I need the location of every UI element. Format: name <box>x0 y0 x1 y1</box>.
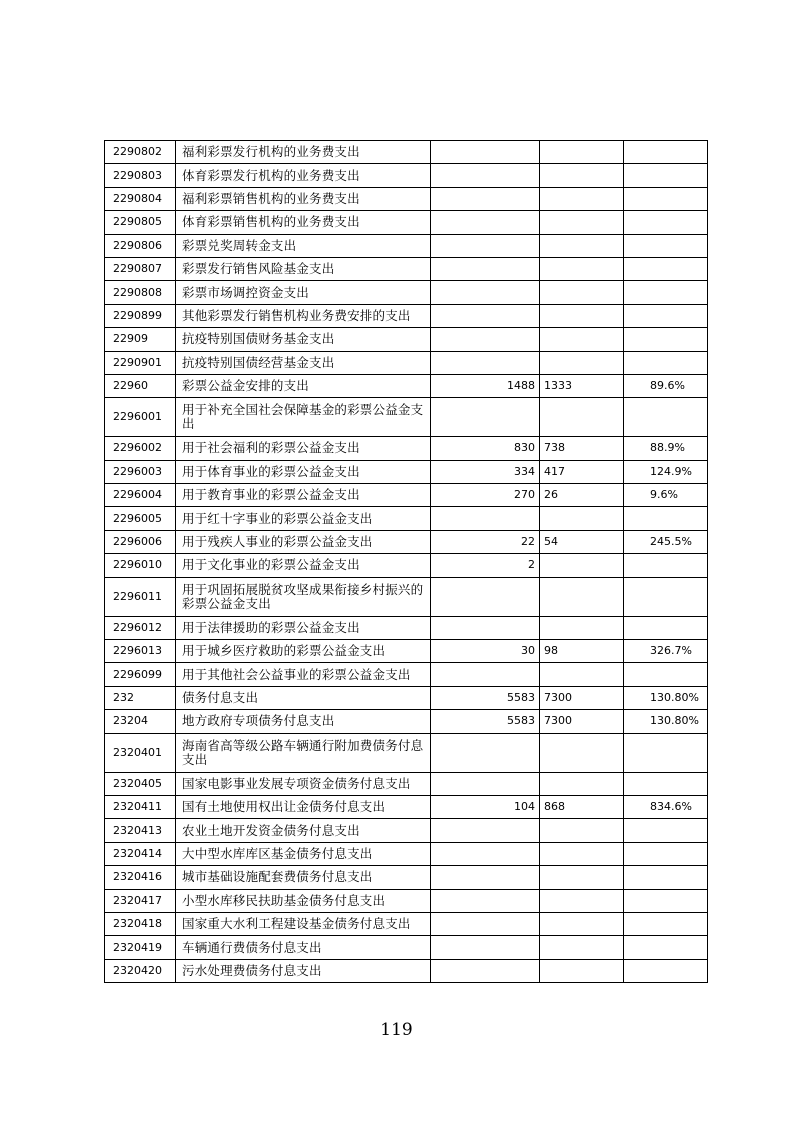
cell-name: 车辆通行费债务付息支出 <box>176 936 431 959</box>
cell-percent <box>624 842 708 865</box>
cell-code: 2296005 <box>105 507 176 530</box>
cell-code: 2290901 <box>105 351 176 374</box>
table-row <box>105 577 708 616</box>
cell-value-a: 30 <box>431 640 540 663</box>
cell-percent <box>624 889 708 912</box>
cell-value-b: 7300 <box>540 710 624 733</box>
cell-value-a <box>431 141 540 164</box>
cell-name: 用于巩固拓展脱贫攻坚成果衔接乡村振兴的彩票公益金支出 <box>176 577 431 616</box>
cell-name: 用于城乡医疗救助的彩票公益金支出 <box>176 640 431 663</box>
cell-value-a <box>431 912 540 935</box>
cell-percent <box>624 936 708 959</box>
cell-code: 2296010 <box>105 554 176 577</box>
cell-percent <box>624 164 708 187</box>
cell-code: 2320416 <box>105 866 176 889</box>
cell-percent: 88.9% <box>624 437 708 460</box>
cell-value-a <box>431 889 540 912</box>
table-row <box>105 866 708 889</box>
cell-name: 污水处理费债务付息支出 <box>176 959 431 982</box>
cell-value-a <box>431 328 540 351</box>
cell-value-b <box>540 842 624 865</box>
cell-value-b <box>540 866 624 889</box>
cell-percent <box>624 819 708 842</box>
cell-code: 2296011 <box>105 577 176 616</box>
cell-percent <box>624 351 708 374</box>
cell-value-b <box>540 912 624 935</box>
cell-percent <box>624 141 708 164</box>
cell-name: 用于教育事业的彩票公益金支出 <box>176 484 431 507</box>
cell-value-b <box>540 616 624 639</box>
cell-name: 用于其他社会公益事业的彩票公益金支出 <box>176 663 431 686</box>
table-row <box>105 530 708 553</box>
cell-name: 彩票发行销售风险基金支出 <box>176 257 431 280</box>
table-row <box>105 795 708 818</box>
cell-value-b <box>540 141 624 164</box>
cell-percent <box>624 554 708 577</box>
cell-percent <box>624 234 708 257</box>
cell-value-a <box>431 842 540 865</box>
table-row <box>105 710 708 733</box>
cell-value-a <box>431 398 540 437</box>
cell-value-a: 5583 <box>431 710 540 733</box>
cell-percent: 834.6% <box>624 795 708 818</box>
cell-code: 2320420 <box>105 959 176 982</box>
cell-value-b <box>540 819 624 842</box>
cell-code: 2320414 <box>105 842 176 865</box>
cell-code: 2296002 <box>105 437 176 460</box>
cell-value-b <box>540 164 624 187</box>
table-row <box>105 686 708 709</box>
cell-percent <box>624 304 708 327</box>
cell-code: 2320405 <box>105 772 176 795</box>
budget-table <box>104 140 708 983</box>
table-row <box>105 842 708 865</box>
cell-name: 用于残疾人事业的彩票公益金支出 <box>176 530 431 553</box>
table-row <box>105 234 708 257</box>
cell-value-a <box>431 936 540 959</box>
cell-code: 2290808 <box>105 281 176 304</box>
cell-percent: 245.5% <box>624 530 708 553</box>
cell-value-b: 738 <box>540 437 624 460</box>
table-row <box>105 663 708 686</box>
table-row <box>105 912 708 935</box>
cell-code: 2296099 <box>105 663 176 686</box>
table-row <box>105 460 708 483</box>
cell-value-b: 26 <box>540 484 624 507</box>
cell-name: 农业土地开发资金债务付息支出 <box>176 819 431 842</box>
cell-value-b <box>540 889 624 912</box>
table-row <box>105 328 708 351</box>
cell-name: 城市基础设施配套费债务付息支出 <box>176 866 431 889</box>
cell-code: 2290806 <box>105 234 176 257</box>
cell-percent <box>624 577 708 616</box>
cell-value-b: 1333 <box>540 374 624 397</box>
cell-percent <box>624 663 708 686</box>
table-row <box>105 640 708 663</box>
cell-value-a <box>431 211 540 234</box>
cell-percent: 9.6% <box>624 484 708 507</box>
cell-code: 2296013 <box>105 640 176 663</box>
cell-value-b <box>540 398 624 437</box>
cell-code: 2320401 <box>105 733 176 772</box>
cell-code: 2320417 <box>105 889 176 912</box>
cell-value-a <box>431 304 540 327</box>
cell-value-b <box>540 936 624 959</box>
cell-name: 用于文化事业的彩票公益金支出 <box>176 554 431 577</box>
cell-name: 用于法律援助的彩票公益金支出 <box>176 616 431 639</box>
cell-code: 2296004 <box>105 484 176 507</box>
cell-code: 2290803 <box>105 164 176 187</box>
cell-name: 小型水库移民扶助基金债务付息支出 <box>176 889 431 912</box>
cell-value-a: 334 <box>431 460 540 483</box>
cell-code: 22909 <box>105 328 176 351</box>
table-row <box>105 819 708 842</box>
cell-code: 2290899 <box>105 304 176 327</box>
cell-name: 其他彩票发行销售机构业务费安排的支出 <box>176 304 431 327</box>
cell-name: 彩票兑奖周转金支出 <box>176 234 431 257</box>
cell-value-a <box>431 772 540 795</box>
table-row <box>105 616 708 639</box>
cell-value-b <box>540 772 624 795</box>
cell-value-a: 22 <box>431 530 540 553</box>
cell-value-b: 98 <box>540 640 624 663</box>
cell-code: 2296006 <box>105 530 176 553</box>
cell-value-b <box>540 577 624 616</box>
cell-percent <box>624 507 708 530</box>
cell-name: 彩票市场调控资金支出 <box>176 281 431 304</box>
table-row <box>105 304 708 327</box>
cell-value-b <box>540 328 624 351</box>
cell-value-a <box>431 234 540 257</box>
table-row <box>105 936 708 959</box>
cell-percent <box>624 328 708 351</box>
table-row <box>105 257 708 280</box>
cell-value-a <box>431 819 540 842</box>
cell-value-a <box>431 281 540 304</box>
cell-name: 抗疫特别国债经营基金支出 <box>176 351 431 374</box>
cell-value-a <box>431 616 540 639</box>
cell-code: 2320418 <box>105 912 176 935</box>
table-row <box>105 164 708 187</box>
cell-name: 债务付息支出 <box>176 686 431 709</box>
cell-code: 2296012 <box>105 616 176 639</box>
cell-name: 抗疫特别国债财务基金支出 <box>176 328 431 351</box>
cell-name: 国有土地使用权出让金债务付息支出 <box>176 795 431 818</box>
cell-value-b: 417 <box>540 460 624 483</box>
cell-value-b: 54 <box>540 530 624 553</box>
table-row <box>105 141 708 164</box>
cell-value-b <box>540 304 624 327</box>
cell-name: 地方政府专项债务付息支出 <box>176 710 431 733</box>
cell-percent: 130.80% <box>624 686 708 709</box>
table-row <box>105 733 708 772</box>
table-body <box>105 141 708 983</box>
cell-value-b <box>540 211 624 234</box>
table-row <box>105 772 708 795</box>
cell-percent <box>624 616 708 639</box>
table-row <box>105 211 708 234</box>
table-row <box>105 351 708 374</box>
cell-value-a: 2 <box>431 554 540 577</box>
table-row <box>105 281 708 304</box>
cell-percent <box>624 733 708 772</box>
page-number: 119 <box>380 1020 413 1040</box>
cell-code: 2320419 <box>105 936 176 959</box>
cell-code: 23204 <box>105 710 176 733</box>
cell-value-a <box>431 351 540 374</box>
cell-percent <box>624 959 708 982</box>
cell-name: 用于社会福利的彩票公益金支出 <box>176 437 431 460</box>
cell-name: 大中型水库库区基金债务付息支出 <box>176 842 431 865</box>
cell-value-b <box>540 351 624 374</box>
cell-name: 体育彩票销售机构的业务费支出 <box>176 211 431 234</box>
cell-code: 232 <box>105 686 176 709</box>
cell-value-b <box>540 281 624 304</box>
cell-percent <box>624 257 708 280</box>
table-row <box>105 507 708 530</box>
cell-percent <box>624 866 708 889</box>
cell-value-b <box>540 959 624 982</box>
cell-name: 用于红十字事业的彩票公益金支出 <box>176 507 431 530</box>
cell-code: 2290805 <box>105 211 176 234</box>
cell-value-b <box>540 187 624 210</box>
cell-name: 海南省高等级公路车辆通行附加费债务付息支出 <box>176 733 431 772</box>
cell-value-a <box>431 187 540 210</box>
cell-value-a <box>431 257 540 280</box>
cell-value-a <box>431 164 540 187</box>
table-row <box>105 484 708 507</box>
cell-code: 2320413 <box>105 819 176 842</box>
cell-value-a <box>431 663 540 686</box>
cell-percent <box>624 281 708 304</box>
cell-name: 福利彩票销售机构的业务费支出 <box>176 187 431 210</box>
cell-name: 彩票公益金安排的支出 <box>176 374 431 397</box>
table-row <box>105 959 708 982</box>
cell-value-a <box>431 733 540 772</box>
cell-name: 用于补充全国社会保障基金的彩票公益金支出 <box>176 398 431 437</box>
cell-percent <box>624 912 708 935</box>
cell-percent <box>624 211 708 234</box>
cell-code: 2290802 <box>105 141 176 164</box>
cell-value-b <box>540 507 624 530</box>
cell-value-a: 104 <box>431 795 540 818</box>
cell-value-b: 868 <box>540 795 624 818</box>
cell-value-a: 830 <box>431 437 540 460</box>
cell-percent <box>624 187 708 210</box>
cell-value-a: 5583 <box>431 686 540 709</box>
cell-value-a: 1488 <box>431 374 540 397</box>
cell-code: 2320411 <box>105 795 176 818</box>
table-row <box>105 554 708 577</box>
cell-percent: 326.7% <box>624 640 708 663</box>
cell-name: 国家电影事业发展专项资金债务付息支出 <box>176 772 431 795</box>
table-row <box>105 187 708 210</box>
cell-value-a <box>431 959 540 982</box>
cell-percent: 89.6% <box>624 374 708 397</box>
table-row <box>105 374 708 397</box>
cell-code: 22960 <box>105 374 176 397</box>
cell-value-a <box>431 577 540 616</box>
cell-code: 2296001 <box>105 398 176 437</box>
cell-percent: 130.80% <box>624 710 708 733</box>
cell-value-b <box>540 733 624 772</box>
cell-value-b <box>540 234 624 257</box>
cell-value-b <box>540 257 624 280</box>
cell-value-b: 7300 <box>540 686 624 709</box>
table-row <box>105 889 708 912</box>
cell-percent <box>624 772 708 795</box>
cell-value-a <box>431 866 540 889</box>
cell-name: 福利彩票发行机构的业务费支出 <box>176 141 431 164</box>
cell-name: 用于体育事业的彩票公益金支出 <box>176 460 431 483</box>
cell-value-b <box>540 663 624 686</box>
cell-percent <box>624 398 708 437</box>
cell-code: 2290807 <box>105 257 176 280</box>
cell-value-b <box>540 554 624 577</box>
cell-percent: 124.9% <box>624 460 708 483</box>
cell-value-a: 270 <box>431 484 540 507</box>
cell-name: 国家重大水利工程建设基金债务付息支出 <box>176 912 431 935</box>
table-row <box>105 437 708 460</box>
table-row <box>105 398 708 437</box>
cell-code: 2290804 <box>105 187 176 210</box>
cell-code: 2296003 <box>105 460 176 483</box>
cell-value-a <box>431 507 540 530</box>
cell-name: 体育彩票发行机构的业务费支出 <box>176 164 431 187</box>
